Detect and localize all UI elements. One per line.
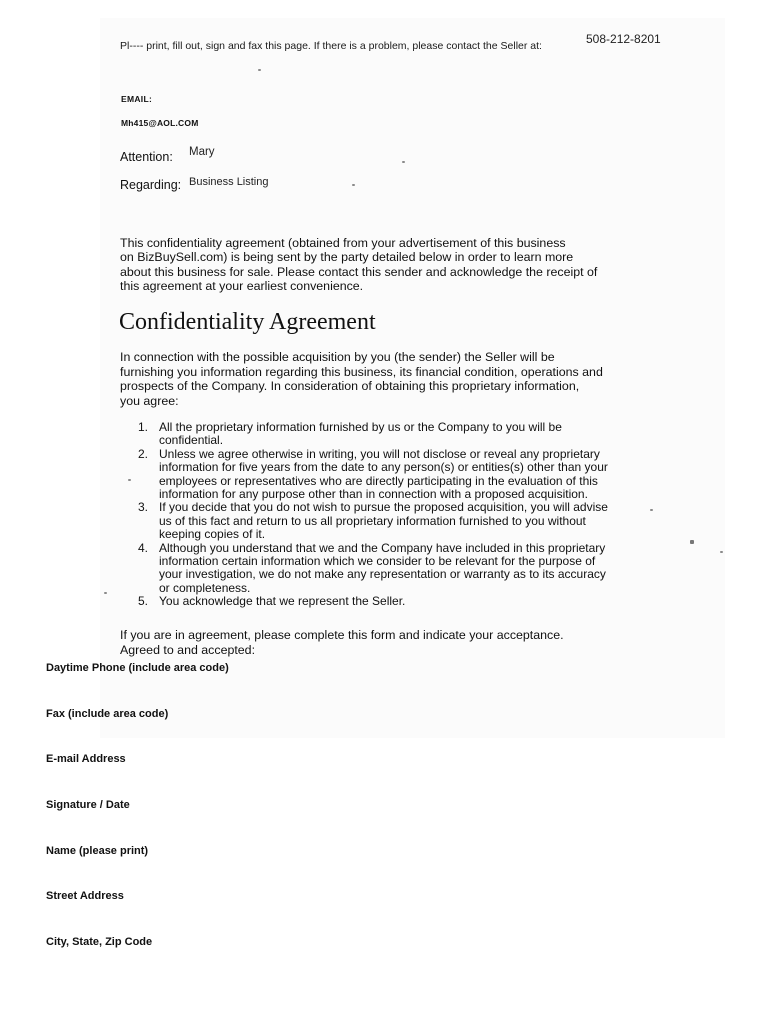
term-number: 2. <box>138 446 149 461</box>
email-label: EMAIL: <box>121 94 153 104</box>
intro-line: furnishing you information regarding this business, its financial condition, operations and <box>120 364 603 379</box>
regarding-value: Business Listing <box>189 176 269 188</box>
city-state-zip-field[interactable]: City, State, Zip Code <box>46 936 153 948</box>
lead-line: this agreement at your earliest convenience. <box>120 279 364 294</box>
term-number: 1. <box>138 420 149 434</box>
attention-label: Attention: <box>120 150 173 164</box>
term-line: If you decide that you do not wish to pursue the proposed acquisition, you will advise <box>159 500 608 515</box>
term-line: information for any purpose other than in connection with a proposed acquisition. <box>159 487 588 502</box>
lead-line: about this business for sale. Please contact this sender and acknowledge the receipt of <box>120 264 598 279</box>
term-line: us of this fact and return to us all proprietary information furnished to you without <box>159 513 586 528</box>
term-line: Although you understand that we and the Company have included in this proprietary <box>159 540 606 555</box>
fax-field[interactable]: Fax (include area code) <box>46 708 169 720</box>
scan-speck <box>690 540 694 544</box>
term-line: or completeness. <box>159 580 251 595</box>
name-field[interactable]: Name (please print) <box>46 845 149 857</box>
scan-speck <box>720 551 723 553</box>
intro-line: you agree: <box>120 393 179 408</box>
agreement-terms-list <box>138 421 658 609</box>
agreement-title: Confidentiality Agreement <box>119 309 376 335</box>
attention-value: Mary <box>189 146 215 158</box>
term-item <box>138 542 658 596</box>
term-line: You acknowledge that we represent the Seller. <box>159 594 406 609</box>
email-value: Mh415@AOL.COM <box>121 118 199 128</box>
term-line: information for five years from the date to any person(s) or entities(s) other than your <box>159 460 608 475</box>
scan-speck <box>128 479 131 481</box>
closing-line: Agreed to and accepted: <box>120 642 256 657</box>
signature-date-field[interactable]: Signature / Date <box>46 799 130 811</box>
term-number: 4. <box>138 540 149 555</box>
term-line: Unless we agree otherwise in writing, you will not disclose or reveal any proprietary <box>159 446 600 461</box>
term-line: keeping copies of it. <box>159 527 266 542</box>
term-item <box>138 595 658 608</box>
lead-paragraph <box>120 236 660 294</box>
scan-speck <box>402 161 405 163</box>
term-line: employees or representatives who are directly participating in the evaluation of this <box>159 473 598 488</box>
lead-line: on BizBuySell.com) is being sent by the party detailed below in order to learn more <box>120 250 574 265</box>
seller-phone: 508-212-8201 <box>586 32 661 46</box>
intro-line: In connection with the possible acquisition by you (the sender) the Seller will be <box>120 350 555 364</box>
street-address-field[interactable]: Street Address <box>46 890 124 902</box>
term-item <box>138 501 658 541</box>
scan-speck <box>352 184 355 186</box>
term-number: 3. <box>138 500 149 515</box>
scan-speck <box>104 592 107 594</box>
agreement-closing <box>120 628 564 657</box>
term-line: information certain information which we consider to be relevant for the purpose of <box>159 554 596 569</box>
agreement-intro <box>120 350 680 408</box>
term-item <box>138 421 658 448</box>
term-item <box>138 448 658 502</box>
fax-instructions: Pl---- print, fill out, sign and fax this page. If there is a problem, please contact the Seller at: <box>120 40 542 52</box>
closing-line: If you are in agreement, please complete this form and indicate your acceptance. <box>120 628 564 642</box>
daytime-phone-field[interactable]: Daytime Phone (include area code) <box>46 662 229 674</box>
intro-line: prospects of the Company. In consideration of obtaining this proprietary information, <box>120 379 580 394</box>
scan-speck <box>258 69 261 71</box>
term-line: confidential. <box>159 433 224 448</box>
lead-line: This confidentiality agreement (obtained from your advertisement of this business <box>120 236 566 250</box>
term-line: your investigation, we do not make any representation or warranty as to its accuracy <box>159 567 606 582</box>
term-line: All the proprietary information furnished by us or the Company to you will be <box>159 420 562 434</box>
email-address-field[interactable]: E-mail Address <box>46 753 126 765</box>
regarding-label: Regarding: <box>120 178 182 192</box>
term-number: 5. <box>138 594 149 609</box>
